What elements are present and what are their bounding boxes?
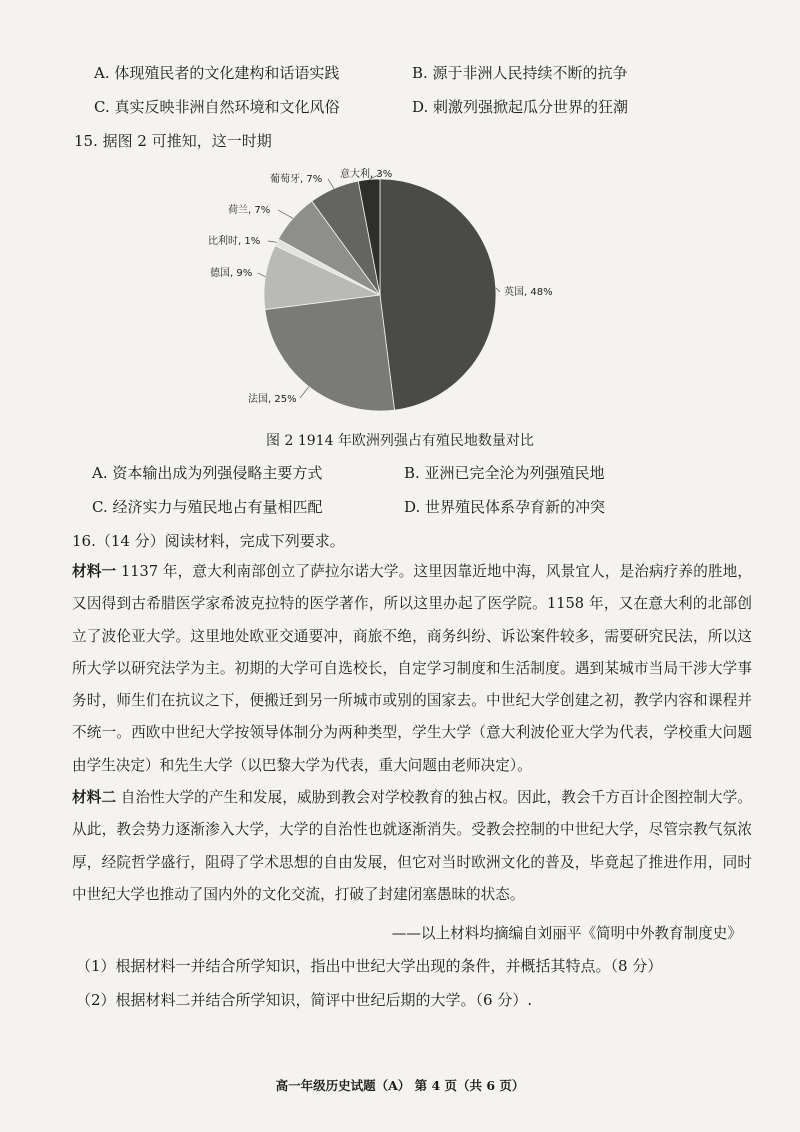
q15-option-b: B. 亚洲已完全沦为列强殖民地 — [404, 464, 605, 482]
pie-leader-2 — [258, 273, 265, 277]
material-2-label: 材料二 — [72, 789, 117, 806]
q14-option-b: B. 源于非洲人民持续不断的抗争 — [412, 64, 628, 82]
page-footer: 高一年级历史试题（A） 第 4 页（共 6 页） — [275, 1078, 525, 1093]
pie-label-1: 法国, 25% — [248, 394, 297, 405]
pie-label-4: 荷兰, 7% — [228, 205, 271, 216]
pie-leader-5 — [328, 179, 334, 189]
material-1 — [72, 556, 752, 782]
q14-option-d: D. 刺激列强掀起瓜分世界的狂潮 — [412, 98, 629, 116]
pie-label-0: 英国, 48% — [504, 287, 553, 298]
material-source: ——以上材料均摘编自刘丽平《简明中外教育制度史》 — [391, 925, 742, 942]
material-2-text: 自治性大学的产生和发展，威胁到教会对学校教育的独占权。因此，教会千方百计企图控制大学。从此，教会势力逐渐渗入大学，大学的自治性也就逐渐消失。受教会控制的中世纪大学，尽管宗教气氛浓厚，经院哲学盛行，阻碍了学术思想的自由发展，但它对当时欧洲文化的普及，毕竟起了推进作用，同时中世纪大学也推动了国内外的文化交流，打破了封建闭塞愚昧的状态。 — [72, 789, 752, 903]
q15-option-a: A. 资本输出成为列强侵略主要方式 — [92, 464, 323, 482]
pie-slices — [264, 179, 496, 411]
q14-option-a: A. 体现殖民者的文化建构和话语实践 — [94, 64, 340, 82]
q15-option-c: C. 经济实力与殖民地占有量相匹配 — [92, 498, 323, 516]
q16-question-1: （1）根据材料一并结合所学知识，指出中世纪大学出现的条件，并概括其特点。（8 分） — [76, 957, 663, 975]
pie-leader-3 — [268, 241, 277, 242]
pie-leader-0 — [496, 288, 500, 292]
material-1-text: 1137 年，意大利南部创立了萨拉尔诺大学。这里因靠近地中海，风景宜人，是治病疗养的胜地，又因得到古希腊医学家希波克拉特的医学著作，所以这里办起了医学院。1158 年，又在意大利的北部创立了波伦亚大学。这里地处欧亚交通要冲，商旅不绝，商务纠纷、诉讼案件较多，需要研究民法，所以这所大学以研究法学为主。初期的大学可自选校长，自定学习制度和生活制度。遇到某城市当局干涉大学事务时，师生们在抗议之下，便搬迁到另一所城市或别的国家去。中世纪大学创建之初，教学内容和课程并不统一。西欧中世纪大学按领导体制分为两种类型，学生大学（意大利波伦亚大学为代表，学校重大问题由学生决定）和先生大学（以巴黎大学为代表，重大问题由老师决定）。 — [72, 563, 752, 774]
q16-stem: 16.（14 分）阅读材料，完成下列要求。 — [72, 532, 345, 550]
pie-leader-1 — [300, 387, 309, 398]
pie-slice-0 — [380, 179, 496, 410]
pie-chart — [160, 155, 620, 415]
pie-label-5: 葡萄牙, 7% — [270, 174, 323, 185]
material-1-label: 材料一 — [72, 563, 117, 580]
q15-option-d: D. 世界殖民体系孕育新的冲突 — [404, 498, 606, 516]
pie-label-2: 德国, 9% — [210, 268, 253, 279]
pie-leader-4 — [278, 210, 293, 218]
pie-label-3: 比利时, 1% — [208, 236, 261, 247]
figure-caption: 图 2 1914 年欧洲列强占有殖民地数量对比 — [266, 433, 534, 449]
q14-option-c: C. 真实反映非洲自然环境和文化风俗 — [94, 98, 340, 116]
material-2 — [72, 782, 752, 911]
q15-stem: 15. 据图 2 可推知，这一时期 — [74, 132, 272, 150]
pie-label-6: 意大利, 3% — [340, 169, 393, 180]
q16-question-2: （2）根据材料二并结合所学知识，简评中世纪后期的大学。（6 分）. — [76, 991, 533, 1009]
